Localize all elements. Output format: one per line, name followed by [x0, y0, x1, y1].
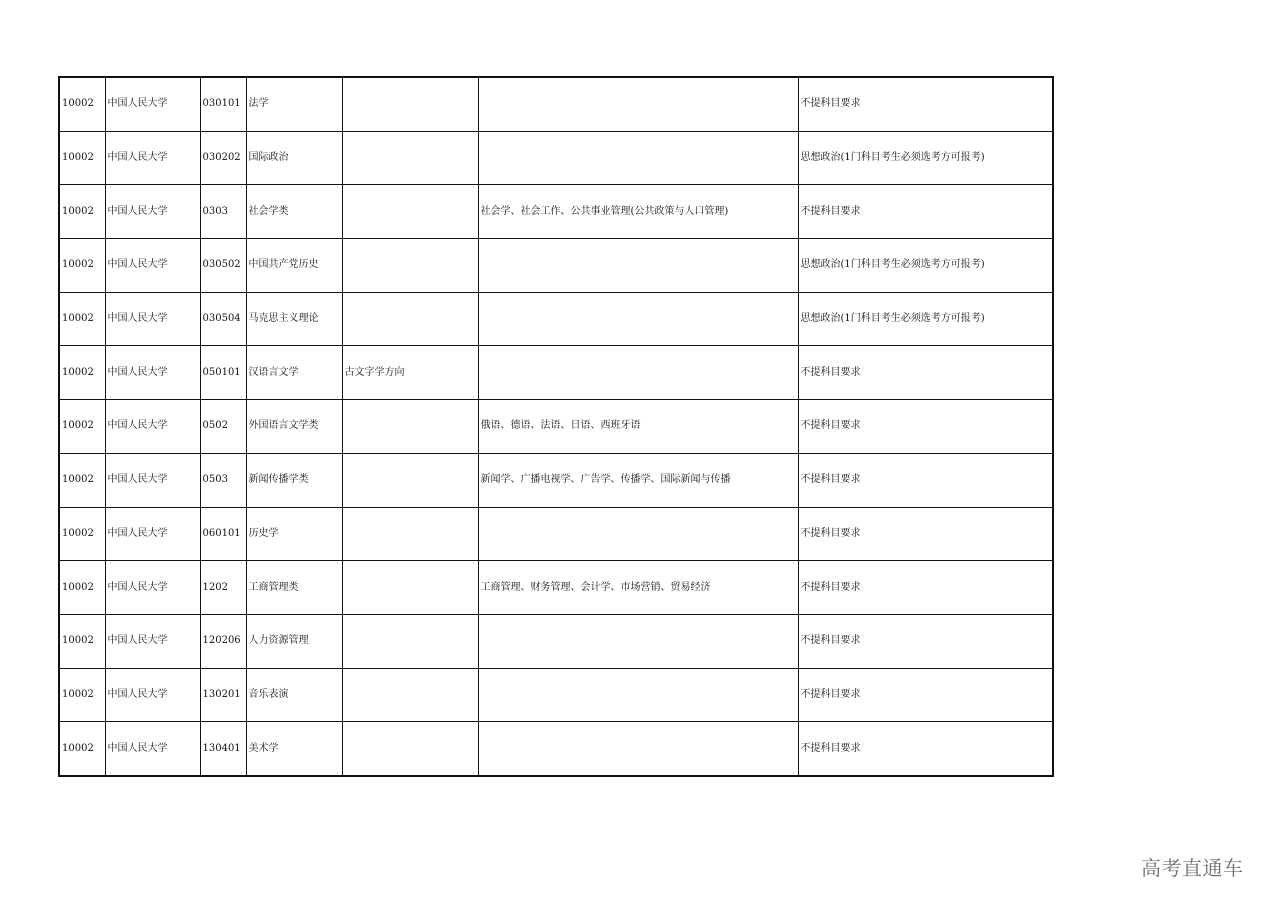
included-majors-cell: [478, 614, 798, 668]
direction-cell: [342, 400, 478, 454]
watermark-text: 高考直通车: [1141, 856, 1244, 880]
included-majors-cell: [478, 722, 798, 776]
school-code-cell: 10002: [59, 185, 105, 239]
school-name-cell: 中国人民大学: [105, 668, 200, 722]
table-row: [59, 668, 1053, 722]
major-code-cell: 030504: [200, 292, 246, 346]
admission-requirements-table: [58, 76, 1054, 777]
table-row: [59, 131, 1053, 185]
table-row: [59, 77, 1053, 131]
school-name-cell: 中国人民大学: [105, 239, 200, 293]
requirement-cell: 不提科目要求: [798, 346, 1053, 400]
major-name-cell: 新闻传播学类: [246, 453, 342, 507]
major-code-cell: 0503: [200, 453, 246, 507]
direction-cell: [342, 722, 478, 776]
major-code-cell: 030101: [200, 77, 246, 131]
major-code-cell: 1202: [200, 561, 246, 615]
included-majors-cell: [478, 507, 798, 561]
requirement-cell: 不提科目要求: [798, 614, 1053, 668]
direction-cell: [342, 131, 478, 185]
direction-cell: [342, 668, 478, 722]
school-name-cell: 中国人民大学: [105, 507, 200, 561]
school-name-cell: 中国人民大学: [105, 561, 200, 615]
included-majors-cell: [478, 346, 798, 400]
school-code-cell: 10002: [59, 507, 105, 561]
major-name-cell: 美术学: [246, 722, 342, 776]
table-row: [59, 346, 1053, 400]
major-name-cell: 马克思主义理论: [246, 292, 342, 346]
included-majors-cell: [478, 131, 798, 185]
table-row: [59, 292, 1053, 346]
school-code-cell: 10002: [59, 614, 105, 668]
requirement-cell: 不提科目要求: [798, 185, 1053, 239]
requirement-cell: 不提科目要求: [798, 722, 1053, 776]
major-code-cell: 030202: [200, 131, 246, 185]
major-name-cell: 国际政治: [246, 131, 342, 185]
school-name-cell: 中国人民大学: [105, 453, 200, 507]
school-code-cell: 10002: [59, 131, 105, 185]
school-code-cell: 10002: [59, 239, 105, 293]
major-name-cell: 历史学: [246, 507, 342, 561]
direction-cell: [342, 614, 478, 668]
major-code-cell: 050101: [200, 346, 246, 400]
table-row: [59, 614, 1053, 668]
direction-cell: [342, 292, 478, 346]
table-row: [59, 722, 1053, 776]
school-name-cell: 中国人民大学: [105, 346, 200, 400]
requirement-cell: 不提科目要求: [798, 668, 1053, 722]
school-code-cell: 10002: [59, 722, 105, 776]
school-name-cell: 中国人民大学: [105, 131, 200, 185]
major-code-cell: 0303: [200, 185, 246, 239]
included-majors-cell: 俄语、德语、法语、日语、西班牙语: [478, 400, 798, 454]
school-code-cell: 10002: [59, 453, 105, 507]
table-row: [59, 400, 1053, 454]
included-majors-cell: 新闻学、广播电视学、广告学、传播学、国际新闻与传播: [478, 453, 798, 507]
major-code-cell: 120206: [200, 614, 246, 668]
major-name-cell: 人力资源管理: [246, 614, 342, 668]
requirement-cell: 不提科目要求: [798, 561, 1053, 615]
requirement-cell: 不提科目要求: [798, 400, 1053, 454]
direction-cell: [342, 239, 478, 293]
school-name-cell: 中国人民大学: [105, 400, 200, 454]
school-code-cell: 10002: [59, 346, 105, 400]
direction-cell: 古文字学方向: [342, 346, 478, 400]
school-name-cell: 中国人民大学: [105, 292, 200, 346]
requirement-cell: 思想政治(1门科目考生必须选考方可报考): [798, 239, 1053, 293]
table-body: [59, 77, 1053, 776]
direction-cell: [342, 77, 478, 131]
major-name-cell: 汉语言文学: [246, 346, 342, 400]
included-majors-cell: [478, 292, 798, 346]
direction-cell: [342, 561, 478, 615]
major-name-cell: 社会学类: [246, 185, 342, 239]
requirement-cell: 不提科目要求: [798, 453, 1053, 507]
major-code-cell: 030502: [200, 239, 246, 293]
included-majors-cell: [478, 239, 798, 293]
direction-cell: [342, 507, 478, 561]
major-name-cell: 外国语言文学类: [246, 400, 342, 454]
major-name-cell: 法学: [246, 77, 342, 131]
major-name-cell: 工商管理类: [246, 561, 342, 615]
table-row: [59, 453, 1053, 507]
requirement-cell: 不提科目要求: [798, 507, 1053, 561]
included-majors-cell: 工商管理、财务管理、会计学、市场营销、贸易经济: [478, 561, 798, 615]
school-code-cell: 10002: [59, 292, 105, 346]
requirement-cell: 不提科目要求: [798, 77, 1053, 131]
requirement-cell: 思想政治(1门科目考生必须选考方可报考): [798, 292, 1053, 346]
table-row: [59, 239, 1053, 293]
table-row: [59, 185, 1053, 239]
included-majors-cell: [478, 668, 798, 722]
requirement-cell: 思想政治(1门科目考生必须选考方可报考): [798, 131, 1053, 185]
school-code-cell: 10002: [59, 668, 105, 722]
included-majors-cell: [478, 77, 798, 131]
school-name-cell: 中国人民大学: [105, 185, 200, 239]
school-name-cell: 中国人民大学: [105, 77, 200, 131]
school-name-cell: 中国人民大学: [105, 614, 200, 668]
major-code-cell: 130401: [200, 722, 246, 776]
school-code-cell: 10002: [59, 400, 105, 454]
school-code-cell: 10002: [59, 561, 105, 615]
school-name-cell: 中国人民大学: [105, 722, 200, 776]
major-code-cell: 060101: [200, 507, 246, 561]
major-name-cell: 中国共产党历史: [246, 239, 342, 293]
included-majors-cell: 社会学、社会工作、公共事业管理(公共政策与人口管理): [478, 185, 798, 239]
major-code-cell: 130201: [200, 668, 246, 722]
direction-cell: [342, 453, 478, 507]
direction-cell: [342, 185, 478, 239]
major-name-cell: 音乐表演: [246, 668, 342, 722]
table-row: [59, 507, 1053, 561]
table-row: [59, 561, 1053, 615]
major-code-cell: 0502: [200, 400, 246, 454]
school-code-cell: 10002: [59, 77, 105, 131]
